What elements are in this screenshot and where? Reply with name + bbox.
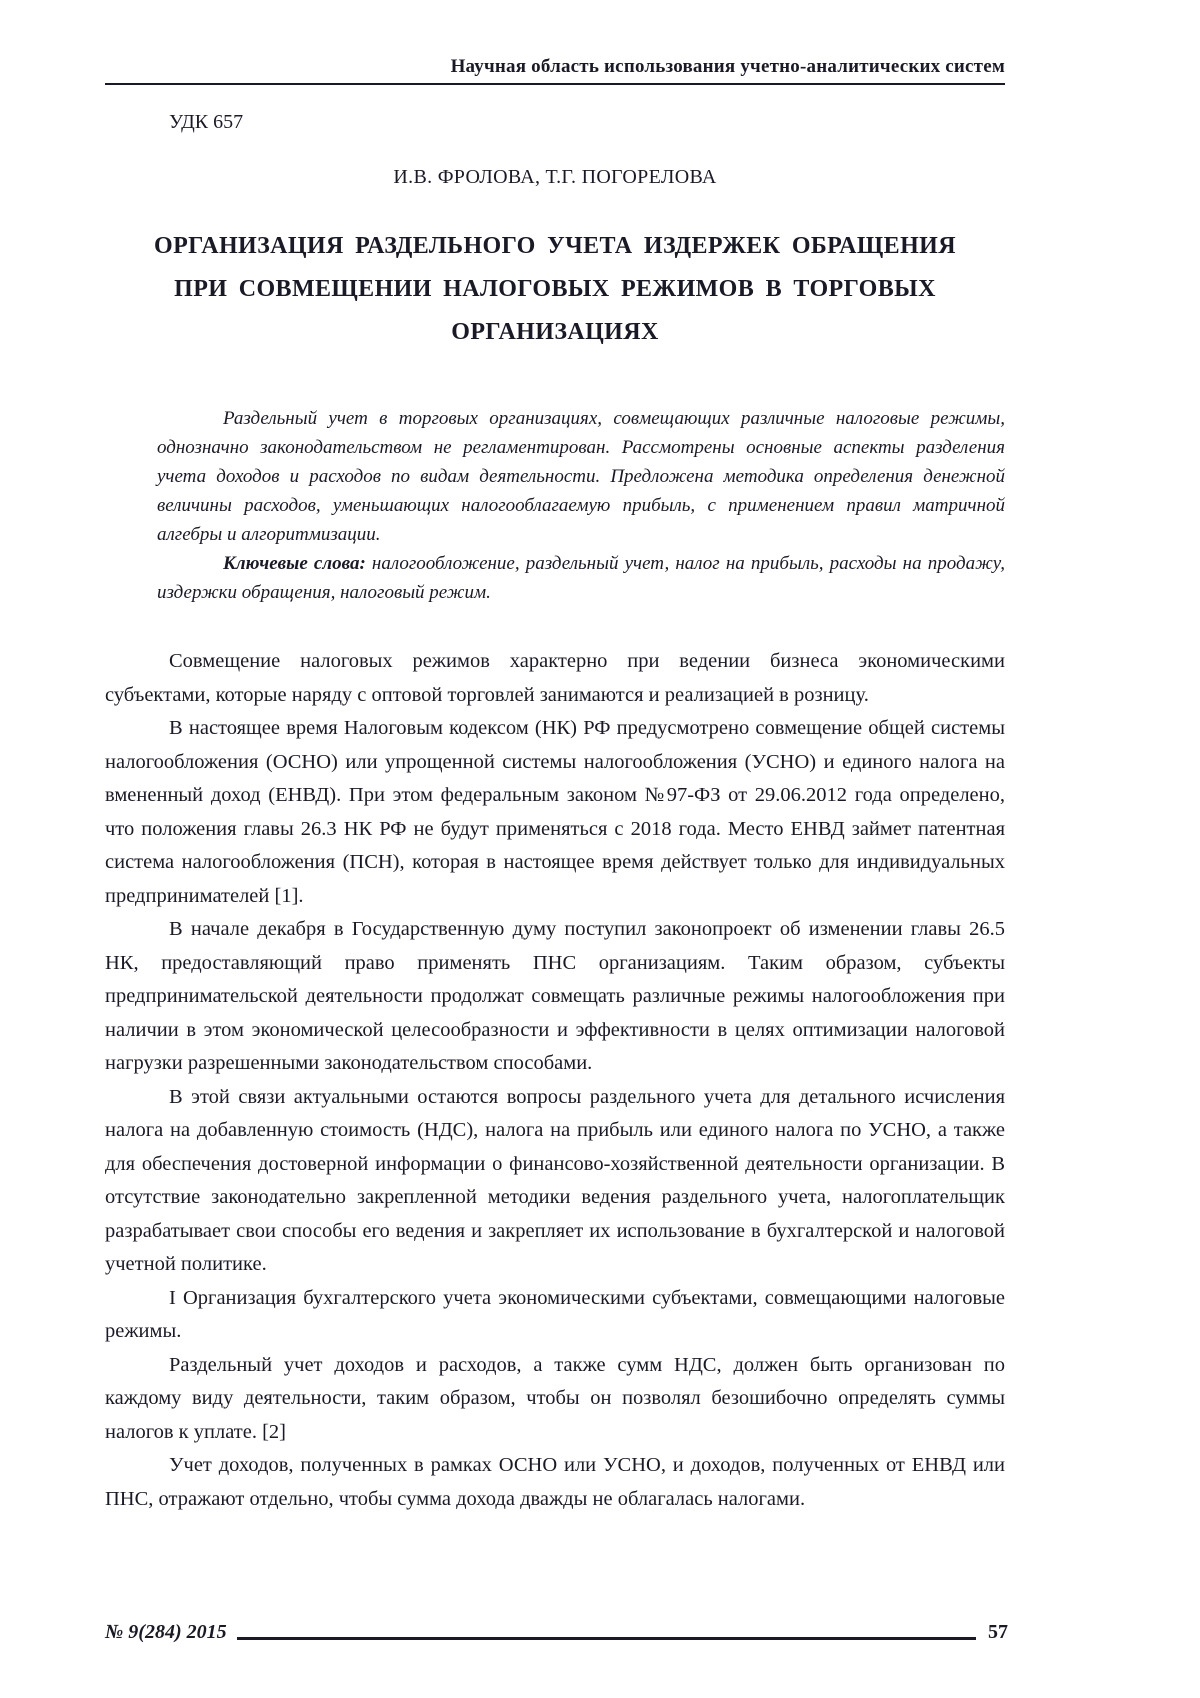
abstract-block [157,404,1005,607]
abstract-text: Раздельный учет в торговых организациях, совмещающих различные налоговые режимы, однозначно законодательством не регламентирован. Рассмотрены основные аспекты разделения учета доходов и расходов по видам деятельности. Предложена методика определения денежной величины расходов, уменьшающих налогооблагаемую прибыль, с применением правил матричной алгебры и алгоритмизации. [157,408,1005,545]
article-title-line: ОРГАНИЗАЦИЯ РАЗДЕЛЬНОГО УЧЕТА ИЗДЕРЖЕК ОБРАЩЕНИЯ [154,233,956,259]
journal-issue: № 9(284) 2015 [105,1621,227,1643]
body-paragraph: В настоящее время Налоговым кодексом (НК) РФ предусмотрено совмещение общей системы налогообложения (ОСНО) или упрощенной системы налогообложения (УСНО) и единого налога на вмененный доход (ЕНВД). При этом федеральным законом №97-ФЗ от 29.06.2012 года определено, что положения главы 26.3 НК РФ не будут применяться с 2018 года. Место ЕНВД займет патентная система налогообложения (ПСН), которая в настоящее время действует только для индивидуальных предпринимателей [1]. [105,717,1005,907]
article-title [105,225,1005,354]
keywords-text: налогообложение, раздельный учет, налог на прибыль, расходы на продажу, издержки обращения, налоговый режим. [157,553,1005,603]
body-paragraph: Совмещение налоговых режимов характерно при ведении бизнеса экономическими субъектами, которые наряду с оптовой торговлей занимаются и реализацией в розницу. [105,650,1005,706]
keywords-label: Ключевые слова: [223,553,366,574]
udc-code: УДК 657 [169,111,244,133]
body-paragraph: В начале декабря в Государственную думу поступил законопроект об изменении главы 26.5 НК, предоставляющий право применять ПНС организациям. Таким образом, субъекты предпринимательской деятельности продолжат совмещать различные режимы налогообложения при наличии в этом экономической целесообразности и эффективности в целях оптимизации налоговой нагрузки разрешенными законодательством способами. [105,918,1005,1074]
keywords-paragraph [157,549,1005,607]
body-paragraph: Раздельный учет доходов и расходов, а также сумм НДС, должен быть организован по каждому виду деятельности, таким образом, чтобы он позволял безошибочно определять суммы налогов к уплате. [2] [105,1353,1005,1443]
article-body [105,645,1005,1516]
authors-line: И.В. ФРОЛОВА, Т.Г. ПОГОРЕЛОВА [393,166,717,188]
body-paragraph: I Организация бухгалтерского учета экономическими субъектами, совмещающими налоговые режимы. [105,1286,1005,1342]
footer-rule [237,1637,976,1640]
page-footer [105,1621,1008,1644]
article-title-line: ПРИ СОВМЕЩЕНИИ НАЛОГОВЫХ РЕЖИМОВ В ТОРГОВЫХ [174,276,936,302]
body-paragraph: В этой связи актуальными остаются вопросы раздельного учета для детального исчисления налога на добавленную стоимость (НДС), налога на прибыль или единого налога по УСНО, а также для обеспечения достоверной информации о финансово-хозяйственной деятельности организации. В отсутствие законодательно закрепленной методики ведения раздельного учета, налогоплательщик разрабатывает свои способы его ведения и закрепляет их использование в бухгалтерской и налоговой учетной политике. [105,1085,1005,1275]
article-title-line: ОРГАНИЗАЦИЯХ [451,319,659,345]
page-number: 57 [988,1621,1008,1643]
body-paragraph: Учет доходов, полученных в рамках ОСНО или УСНО, и доходов, полученных от ЕНВД или ПНС, отражают отдельно, чтобы сумма дохода дважды не облагалась налогами. [105,1454,1005,1510]
running-head: Научная область использования учетно-аналитических систем [105,56,1005,85]
